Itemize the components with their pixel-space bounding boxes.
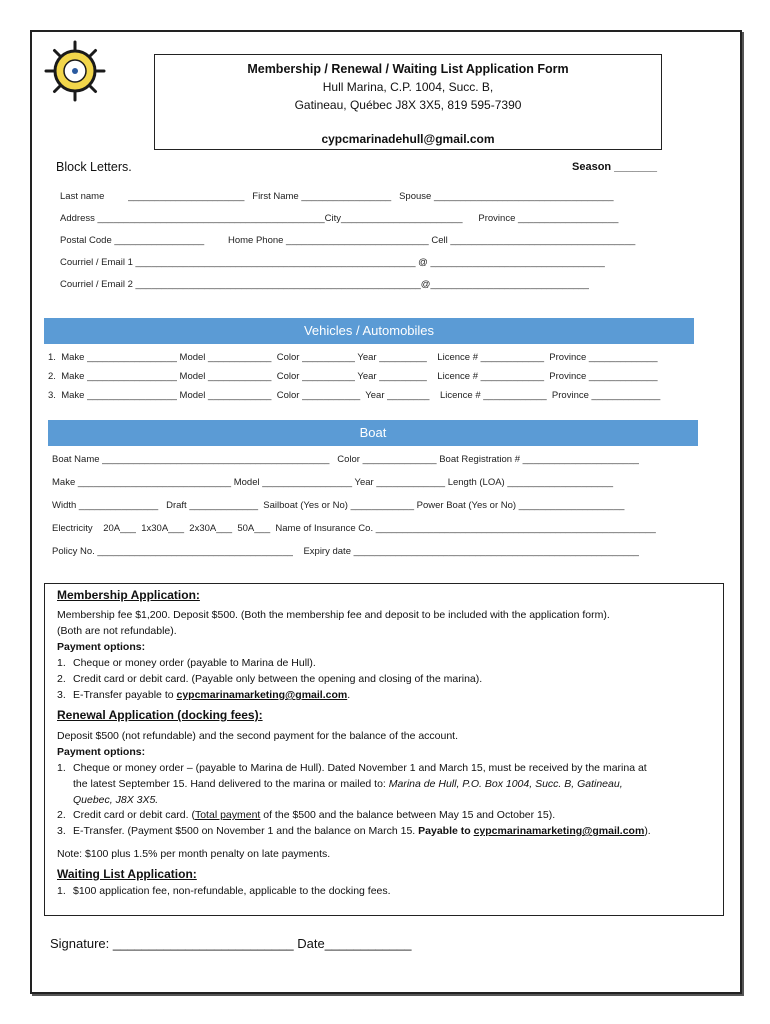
renewal-option-1: 1. Cheque or money order – (payable to Marina de Hull). Dated November 1 and March 15, must be received by the marina at the latest September 15. Hand delivered to the marina or mailed to: Marina de Hull, P.O. Box 1004, Succ. B, Gatineau, Quebec, J8X 3X5. bbox=[57, 762, 647, 806]
membership-nonrefund-text: (Both are not refundable). bbox=[57, 625, 177, 637]
waiting-list-heading: Waiting List Application: bbox=[57, 867, 197, 881]
waiting-list-item-1: 1. $100 application fee, non-refundable, applicable to the docking fees. bbox=[57, 885, 391, 897]
email-2-row[interactable]: Courriel / Email 2 ______________________________________________________@______________________________ bbox=[60, 279, 589, 290]
marina-address-line-2: Gatineau, Québec J8X 3X5, 819 595-7390 bbox=[294, 98, 522, 112]
ship-wheel-logo bbox=[44, 40, 106, 102]
electricity-row[interactable]: Electricity 20A___ 1x30A___ 2x30A___ 50A___ Name of Insurance Co. _____________________________________________________ bbox=[52, 523, 656, 534]
late-payment-note: Note: $100 plus 1.5% per month penalty on late payments. bbox=[57, 848, 331, 860]
policy-row[interactable]: Policy No. _____________________________________ Expiry date ______________________________________________________ bbox=[52, 546, 639, 557]
email-1-row[interactable]: Courriel / Email 1 _____________________________________________________ @ _________________________________ bbox=[60, 257, 605, 268]
membership-etransfer-email[interactable]: cypcmarinamarketing@gmail.com bbox=[176, 689, 348, 701]
membership-option-1: 1. Cheque or money order (payable to Marina de Hull). bbox=[57, 657, 316, 669]
block-letters-label: Block Letters. bbox=[56, 160, 132, 174]
header-box bbox=[154, 54, 662, 150]
address-row[interactable]: Address ___________________________________________City_______________________ Province ___________________ bbox=[60, 213, 619, 224]
renewal-heading: Renewal Application (docking fees): bbox=[57, 708, 263, 722]
boat-width-row[interactable]: Width _______________ Draft _____________ Sailboat (Yes or No) ____________ Power Boat (Yes or No) ____________________ bbox=[52, 500, 625, 511]
vehicle-row-1[interactable]: 1. Make _________________ Model ____________ Color __________ Year _________ Licence # ____________ Province _____________ bbox=[48, 352, 658, 363]
membership-fee-text: Membership fee $1,200. Deposit $500. (Both the membership fee and deposit to be included with the application form). bbox=[57, 609, 610, 621]
boat-name-row[interactable]: Boat Name ___________________________________________ Color ______________ Boat Registration # ______________________ bbox=[52, 454, 639, 465]
renewal-deposit-text: Deposit $500 (not refundable) and the second payment for the balance of the account. bbox=[57, 730, 459, 742]
membership-heading: Membership Application: bbox=[57, 588, 200, 602]
vehicle-row-2[interactable]: 2. Make _________________ Model ____________ Color __________ Year _________ Licence # ____________ Province _____________ bbox=[48, 371, 658, 382]
signature-date-line[interactable]: Signature: _________________________ Date____________ bbox=[50, 936, 412, 951]
membership-payment-options-label: Payment options: bbox=[57, 641, 146, 653]
form-title: Membership / Renewal / Waiting List Application Form bbox=[247, 62, 569, 76]
renewal-etransfer-email[interactable]: cypcmarinamarketing@gmail.com bbox=[473, 825, 645, 837]
renewal-option-2: 2. Credit card or debit card. (Total payment of the $500 and the balance between May 15 and October 15). bbox=[57, 809, 556, 821]
membership-option-2: 2. Credit card or debit card. (Payable only between the opening and closing of the marina). bbox=[57, 673, 483, 685]
vehicles-section-header: Vehicles / Automobiles bbox=[44, 318, 694, 344]
season-field[interactable]: Season _______ bbox=[572, 161, 658, 173]
membership-option-3: 3. E-Transfer payable to cypcmarinamarketing@gmail.com. bbox=[57, 689, 351, 701]
phone-row[interactable]: Postal Code _________________ Home Phone ___________________________ Cell ___________________________________ bbox=[60, 235, 636, 246]
vehicle-row-3[interactable]: 3. Make _________________ Model ____________ Color ___________ Year ________ Licence # ____________ Province _____________ bbox=[48, 390, 661, 401]
marina-address-line-1: Hull Marina, C.P. 1004, Succ. B, bbox=[322, 80, 494, 94]
renewal-payment-options-label: Payment options: bbox=[57, 746, 146, 758]
marina-email: cypcmarinadehull@gmail.com bbox=[321, 132, 495, 146]
name-row[interactable]: Last name ______________________ First Name _________________ Spouse __________________________________ bbox=[60, 191, 614, 202]
boat-make-row[interactable]: Make _____________________________ Model _________________ Year _____________ Length (LOA) ____________________ bbox=[52, 477, 614, 488]
boat-section-header: Boat bbox=[48, 420, 698, 446]
renewal-option-3: 3. E-Transfer. (Payment $500 on November 1 and the balance on March 15. Payable to cypcmarinamarketing@gmail.com). bbox=[57, 825, 651, 837]
